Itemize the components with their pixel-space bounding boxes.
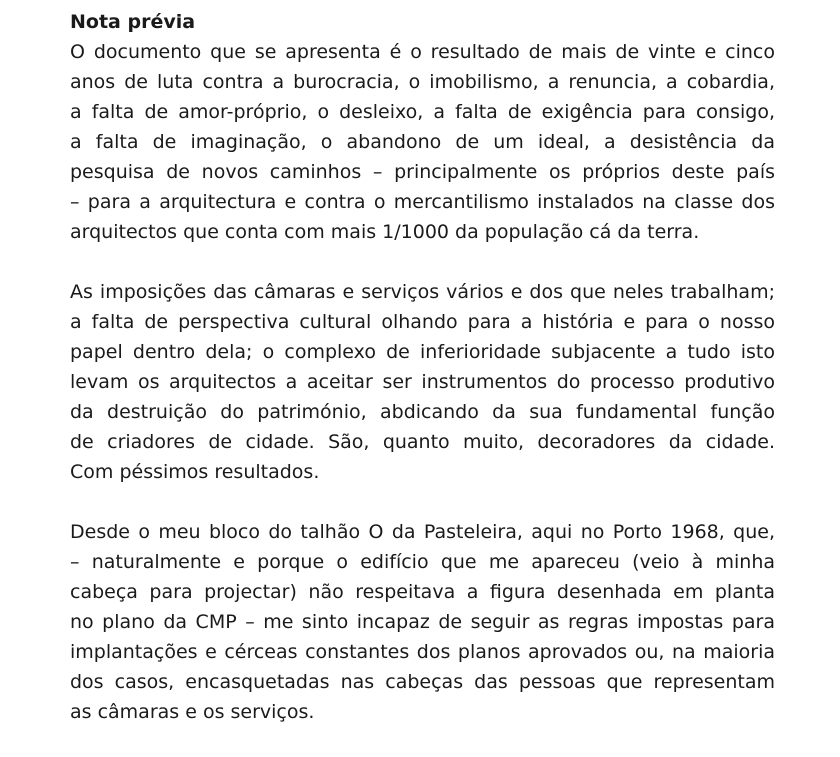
paragraph-line: implantações e cérceas constantes dos planos aprovados ou, na maioria <box>70 641 775 663</box>
paragraph-3 <box>70 517 775 727</box>
paragraph-line: cabeça para projectar) não respeitava a figura desenhada em planta <box>70 581 775 603</box>
paragraph-line: dos casos, encasquetadas nas cabeças das pessoas que representam <box>70 671 775 693</box>
paragraph-line: levam os arquitectos a aceitar ser instrumentos do processo produtivo <box>70 371 775 393</box>
paragraph-line: arquitectos que conta com mais 1/1000 da população cá da terra. <box>70 221 700 243</box>
paragraph-line: Com péssimos resultados. <box>70 461 320 483</box>
paragraph-line: da destruição do património, abdicando da sua fundamental função <box>70 401 775 423</box>
paragraph-line: a falta de amor-próprio, o desleixo, a falta de exigência para consigo, <box>70 101 775 123</box>
paragraph-line: – naturalmente e porque o edifício que me apareceu (veio à minha <box>70 551 775 573</box>
paragraph-2 <box>70 277 775 487</box>
paragraph-line: a falta de imaginação, o abandono de um ideal, a desistência da <box>70 131 775 153</box>
paragraph-line: papel dentro dela; o complexo de inferioridade subjacente a tudo isto <box>70 341 775 363</box>
paragraph-line: pesquisa de novos caminhos – principalmente os próprios deste país <box>70 161 775 183</box>
paragraph-line: O documento que se apresenta é o resultado de mais de vinte e cinco <box>70 41 775 63</box>
paragraph-line: a falta de perspectiva cultural olhando para a história e para o nosso <box>70 311 775 333</box>
paragraph-line: no plano da CMP – me sinto incapaz de seguir as regras impostas para <box>70 611 775 633</box>
paragraph-line: de criadores de cidade. São, quanto muito, decoradores da cidade. <box>70 431 775 453</box>
paragraph-1 <box>70 37 775 247</box>
paragraph-line: anos de luta contra a burocracia, o imobilismo, a renuncia, a cobardia, <box>70 71 775 93</box>
document-title: Nota prévia <box>70 11 196 33</box>
paragraph-line: as câmaras e os serviços. <box>70 701 315 723</box>
paragraph-line: Desde o meu bloco do talhão O da Pasteleira, aqui no Porto 1968, que, <box>70 521 775 543</box>
paragraph-line: As imposições das câmaras e serviços vários e dos que neles trabalham; <box>70 281 775 303</box>
document-page <box>70 7 775 757</box>
paragraph-line: – para a arquitectura e contra o mercantilismo instalados na classe dos <box>70 191 775 213</box>
